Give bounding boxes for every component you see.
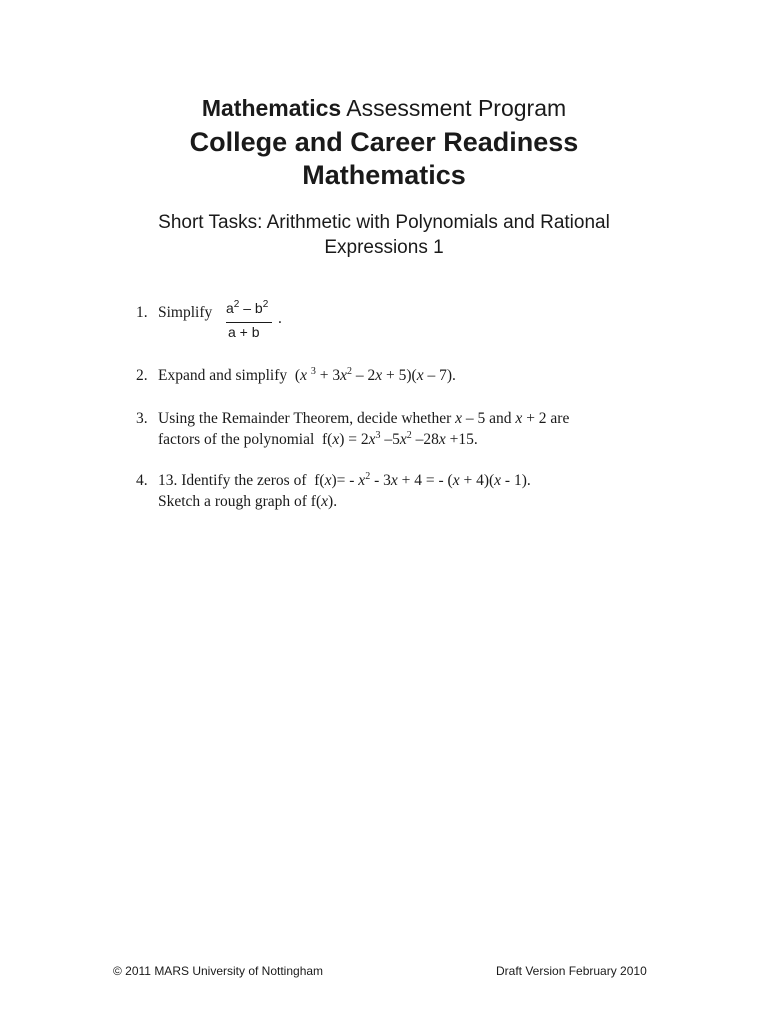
fraction-denominator: a + b <box>228 324 260 340</box>
footer-version: Draft Version February 2010 <box>496 964 647 978</box>
question-text-line-2: factors of the polynomial $f(x) = 2x^3$ $-5x^2$ –28x +15. <box>158 430 478 448</box>
question-number: 1. <box>136 304 148 321</box>
document-title <box>0 126 768 192</box>
title-line-2: Mathematics <box>302 160 466 190</box>
question-text: Simplify <box>158 304 213 321</box>
question-number: 4. <box>136 472 148 489</box>
program-name-bold: Mathematics <box>201 95 342 121</box>
question-text-line-2: Sketch a rough graph of f(x). <box>158 493 338 510</box>
question-text-line-1: 13. Identify the zeros of $f(x)= - x^2 - 3x + 4$ = - (x + 4)(x - 1). <box>158 471 531 489</box>
footer-copyright: © 2011 MARS University of Nottingham <box>113 964 324 978</box>
fraction-bar <box>226 322 272 323</box>
subtitle-line-1: Short Tasks: Arithmetic with Polynomials and Rational <box>158 212 610 233</box>
question-text-line-1: Using the Remainder Theorem, decide whether x – 5 and x + 2 are <box>158 410 570 427</box>
title-line-1: College and Career Readiness <box>189 127 579 157</box>
subtitle-line-2: Expressions 1 <box>324 237 444 258</box>
program-name-rest: Assessment Program <box>341 95 567 121</box>
question-number: 3. <box>136 410 148 427</box>
fraction-period: . <box>278 310 282 327</box>
program-heading <box>0 94 768 122</box>
question-number: 2. <box>136 367 148 384</box>
document-subtitle <box>0 210 768 260</box>
question-text: Expand and simplify (x $^3 + 3x^2 - 2x + 5)(x - 7)$. <box>158 366 456 384</box>
fraction-numerator: $a^2 - b^2$ <box>226 299 269 316</box>
